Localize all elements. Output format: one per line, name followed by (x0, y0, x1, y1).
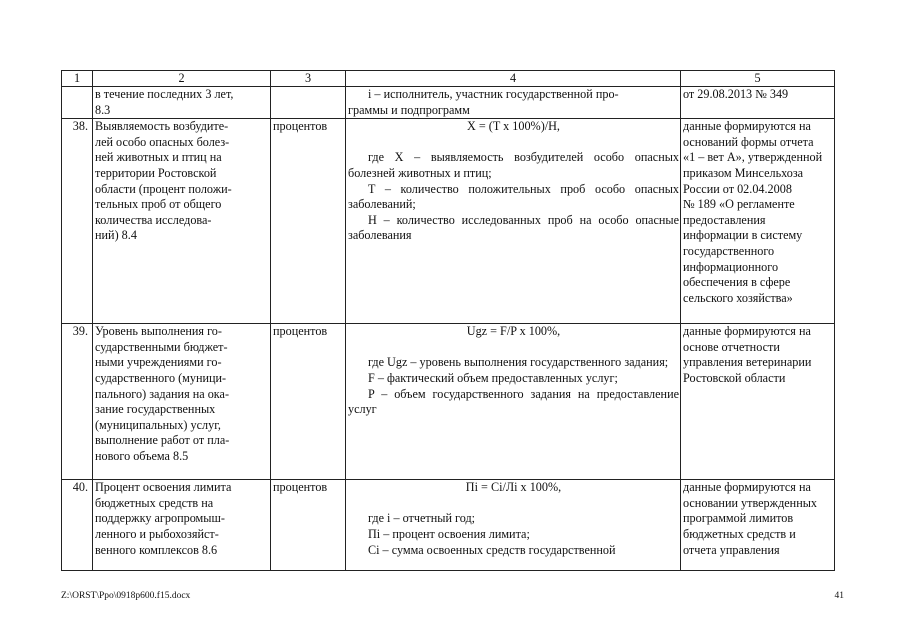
file-path-footer: Z:\ORST\Ppo\0918p600.f15.docx (61, 591, 191, 601)
unit-cell (271, 87, 346, 119)
table-row (62, 119, 835, 324)
unit-cell: процентов (271, 119, 346, 324)
row-number-cell: 40. (62, 480, 93, 571)
indicator-table (61, 70, 835, 571)
formula-cell (346, 324, 681, 480)
row-number-cell: 39. (62, 324, 93, 480)
formula-description: Пi – процент освоения лимита; (368, 526, 530, 541)
formula-description: Ci – сумма освоенных средств государственной (368, 542, 616, 557)
formula-description: T – количество положительных проб особо опасных заболеваний; (348, 181, 679, 212)
indicator-name-cell: Выявляемость возбудите- лей особо опасных болез- ней животных и птиц на территории Ростовской области (процент положи- тельных проб от общего количества исследова- ний) 8.4 (93, 119, 271, 324)
source-cell: данные формируются на основании утвержденных программой лимитов бюджетных средств и отчета управления (681, 480, 835, 571)
table-header-row (62, 71, 835, 87)
table-row (62, 480, 835, 571)
formula-description: P – объем государственного задания на предоставление услуг (348, 386, 679, 417)
continuation-row (62, 87, 835, 119)
formula-text: Ugz = F/P x 100%, (466, 324, 561, 339)
formula-description: где X – выявляемость возбудителей особо опасных болезней животных и птиц; (348, 150, 679, 180)
formula-text: X = (T x 100%)/H, (467, 119, 560, 134)
indicator-name-cell: Уровень выполнения го- сударственными бюджет- ными учреждениями го- сударственного (муници- пального) задания на ока- зание государственных (муниципальных) услуг, выполнение работ от пла- нового объема 8.5 (93, 324, 271, 480)
header-cell: 2 (93, 71, 271, 87)
source-cell: данные формируются на основе отчетности управления ветеринарии Ростовской области (681, 324, 835, 480)
page-number: 41 (834, 591, 844, 601)
header-cell: 1 (62, 71, 93, 87)
unit-cell: процентов (271, 324, 346, 480)
formula-description: где Ugz – уровень выполнения государственного задания; (368, 355, 669, 370)
source-cell: от 29.08.2013 № 349 (681, 87, 835, 119)
unit-cell: процентов (271, 480, 346, 571)
source-cell: данные формируются на оснований формы отчета «1 – вет А», утвержденной приказом Минсельхоза России от 02.04.2008 № 189 «О регламенте предоставления информации в систему государственного информационного обеспечения в сфере сельского хозяйства» (681, 119, 835, 324)
row-number-cell (62, 87, 93, 119)
formula-cell (346, 480, 681, 571)
formula-text: Пi = Ci/Лi x 100%, (465, 480, 562, 495)
header-cell: 4 (346, 71, 681, 87)
formula-description: F – фактический объем предоставленных услуг; (368, 370, 618, 385)
formula-cell: i – исполнитель, участник государственной про- граммы и подпрограмм (346, 87, 681, 119)
indicator-name-cell: в течение последних 3 лет, 8.3 (93, 87, 271, 119)
header-cell: 3 (271, 71, 346, 87)
indicator-name-cell: Процент освоения лимита бюджетных средств на поддержку агропромыш- ленного и рыбохозяйст- венного комплексов 8.6 (93, 480, 271, 571)
formula-description: H – количество исследованных проб на особо опасные заболевания (348, 212, 679, 243)
row-number-cell: 38. (62, 119, 93, 324)
formula-cell (346, 119, 681, 324)
formula-description: где i – отчетный год; (368, 511, 476, 526)
header-cell: 5 (681, 71, 835, 87)
table-row (62, 324, 835, 480)
